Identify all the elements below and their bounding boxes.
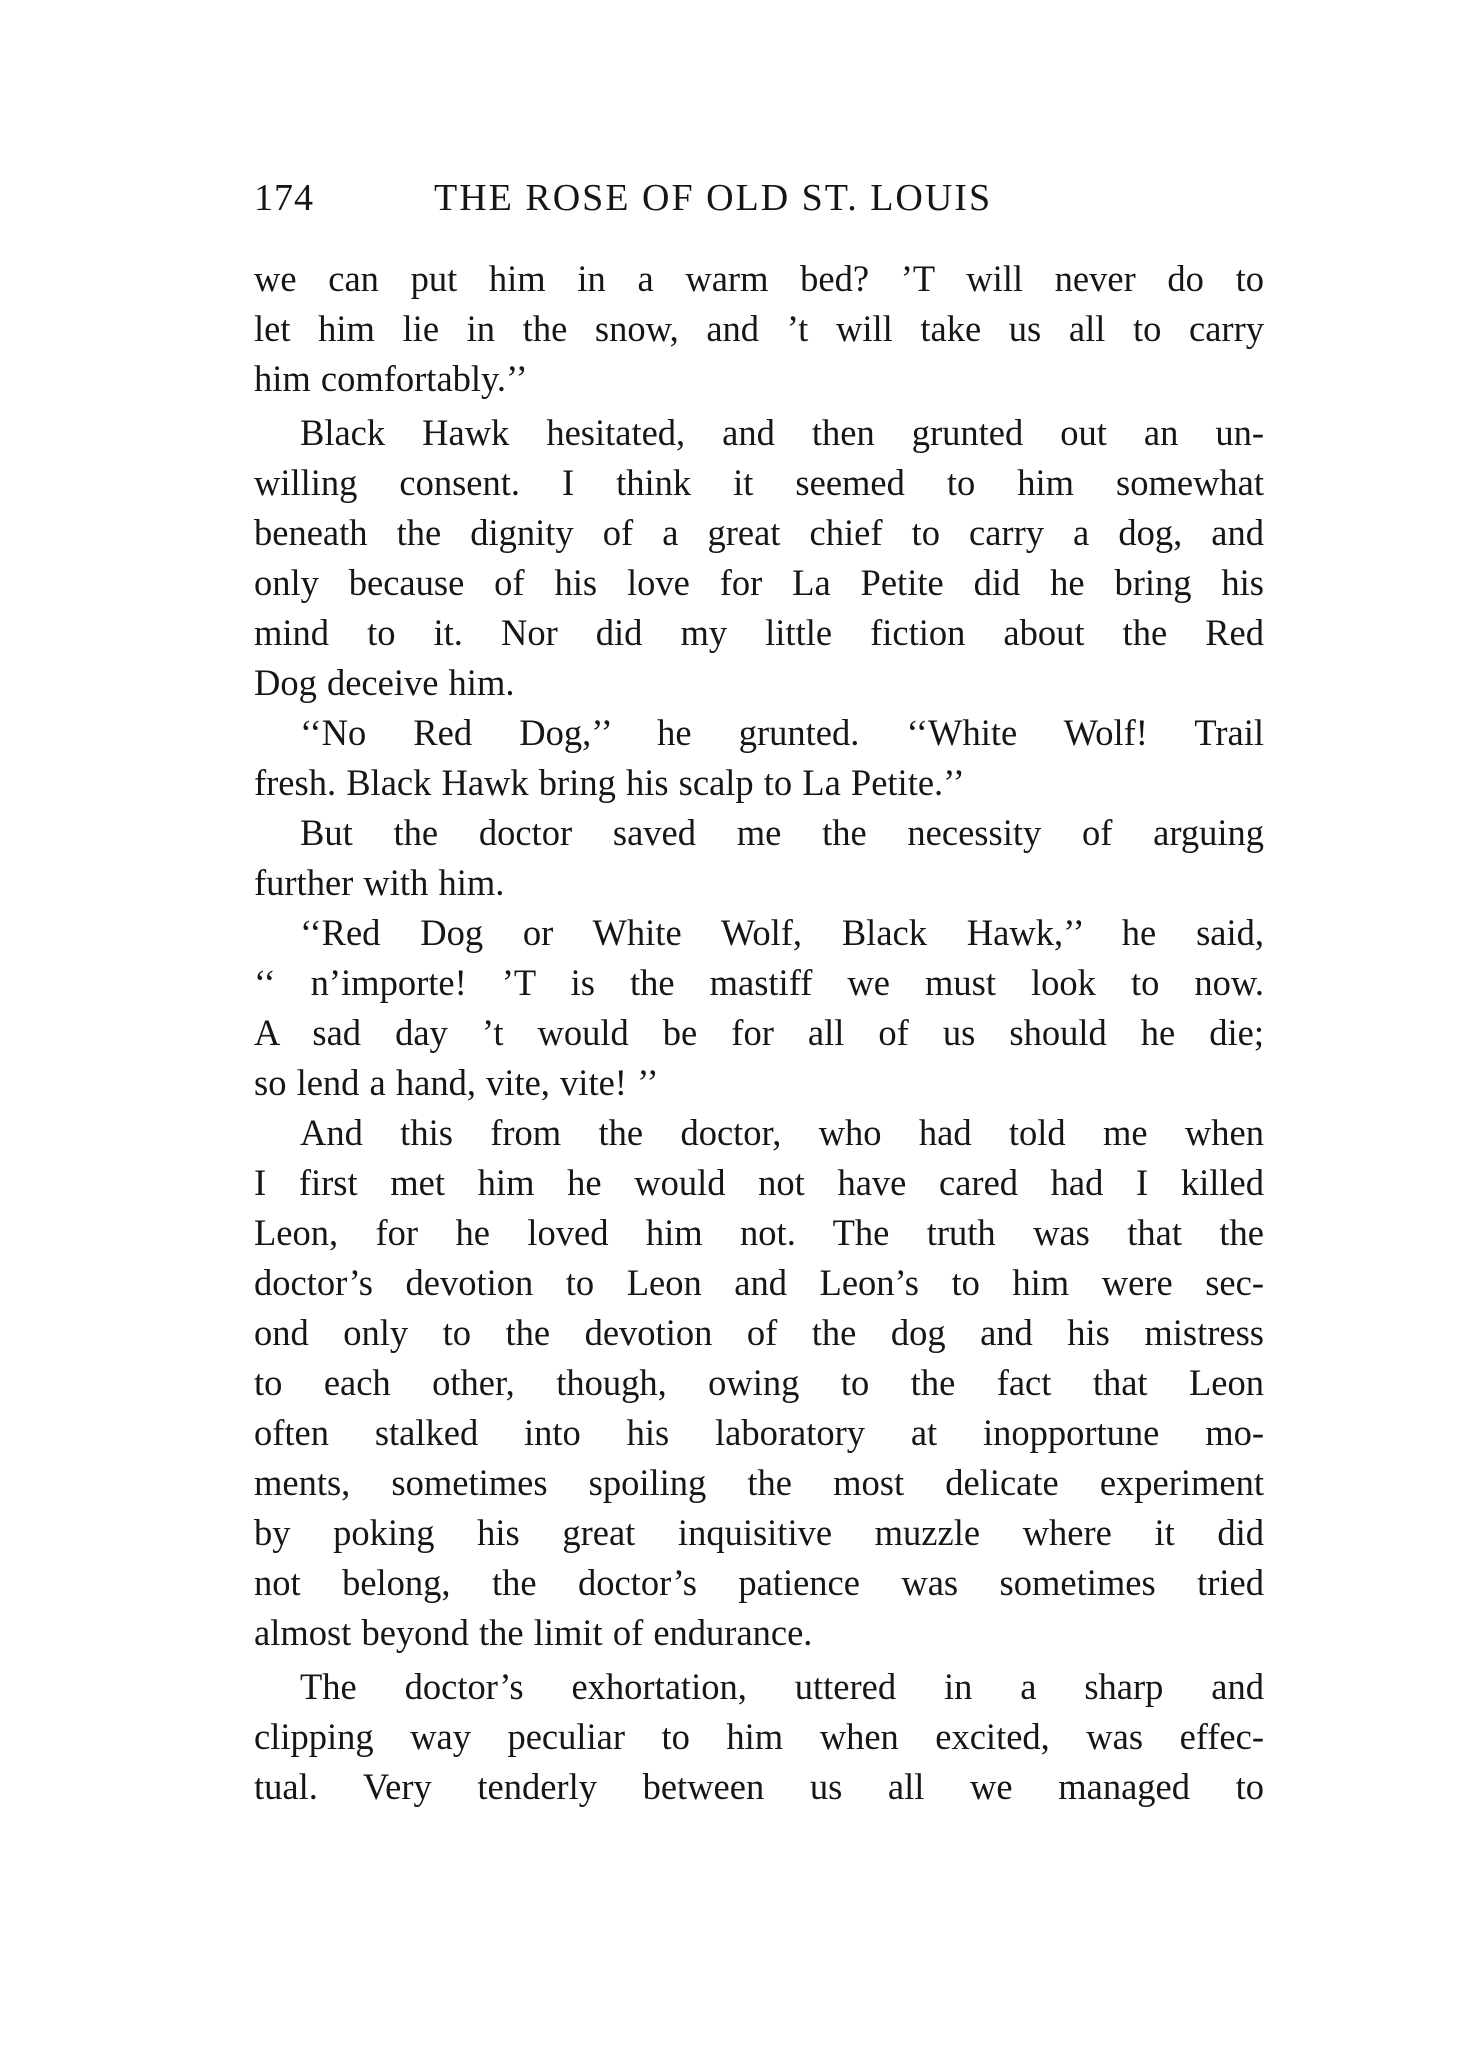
text-line: ‘‘Red Dog or White Wolf, Black Hawk,’’ he said, bbox=[300, 912, 1264, 953]
text-line: A sad day ’t would be for all of us should he die; bbox=[254, 1012, 1264, 1053]
text-line: I first met him he would not have cared had I killed bbox=[254, 1162, 1264, 1203]
body-text bbox=[254, 254, 1264, 1812]
text-line: ‘‘ n’importe! ’T is the mastiff we must look to now. bbox=[254, 962, 1264, 1003]
text-line: so lend a hand, vite, vite! ’’ bbox=[254, 1062, 659, 1103]
text-line: almost beyond the limit of endurance. bbox=[254, 1612, 813, 1653]
text-line: only because of his love for La Petite did he bring his bbox=[254, 562, 1264, 603]
text-line: But the doctor saved me the necessity of arguing bbox=[300, 812, 1264, 853]
text-line: to each other, though, owing to the fact that Leon bbox=[254, 1362, 1264, 1403]
text-line: let him lie in the snow, and ’t will take us all to carry bbox=[254, 308, 1264, 349]
text-line: Leon, for he loved him not. The truth was that the bbox=[254, 1212, 1264, 1253]
text-line: further with him. bbox=[254, 862, 505, 903]
text-line: And this from the doctor, who had told me when bbox=[300, 1112, 1264, 1153]
text-line: by poking his great inquisitive muzzle where it did bbox=[254, 1512, 1264, 1553]
text-line: him comfortably.’’ bbox=[254, 358, 528, 399]
text-line: The doctor’s exhortation, uttered in a sharp and bbox=[300, 1666, 1264, 1707]
text-line: often stalked into his laboratory at inopportune mo- bbox=[254, 1412, 1264, 1453]
text-line: ‘‘No Red Dog,’’ he grunted. ‘‘White Wolf! Trail bbox=[300, 712, 1264, 753]
text-line: mind to it. Nor did my little fiction about the Red bbox=[254, 612, 1264, 653]
text-line: not belong, the doctor’s patience was sometimes tried bbox=[254, 1562, 1264, 1603]
text-line: fresh. Black Hawk bring his scalp to La Petite.’’ bbox=[254, 762, 965, 803]
text-line: willing consent. I think it seemed to him somewhat bbox=[254, 462, 1264, 503]
text-line: doctor’s devotion to Leon and Leon’s to him were sec- bbox=[254, 1262, 1264, 1303]
text-line: ond only to the devotion of the dog and his mistress bbox=[254, 1312, 1264, 1353]
running-title: THE ROSE OF OLD ST. LOUIS bbox=[434, 177, 993, 219]
text-line: ments, sometimes spoiling the most delicate experiment bbox=[254, 1462, 1264, 1503]
text-line: clipping way peculiar to him when excited, was effec- bbox=[254, 1716, 1264, 1757]
page-header bbox=[254, 170, 1254, 226]
page-number: 174 bbox=[254, 177, 314, 219]
text-line: we can put him in a warm bed? ’T will never do to bbox=[254, 258, 1264, 299]
text-line: Dog deceive him. bbox=[254, 662, 515, 703]
text-line: Black Hawk hesitated, and then grunted out an un- bbox=[300, 412, 1264, 453]
text-line: tual. Very tenderly between us all we managed to bbox=[254, 1766, 1264, 1807]
text-line: beneath the dignity of a great chief to carry a dog, and bbox=[254, 512, 1264, 553]
